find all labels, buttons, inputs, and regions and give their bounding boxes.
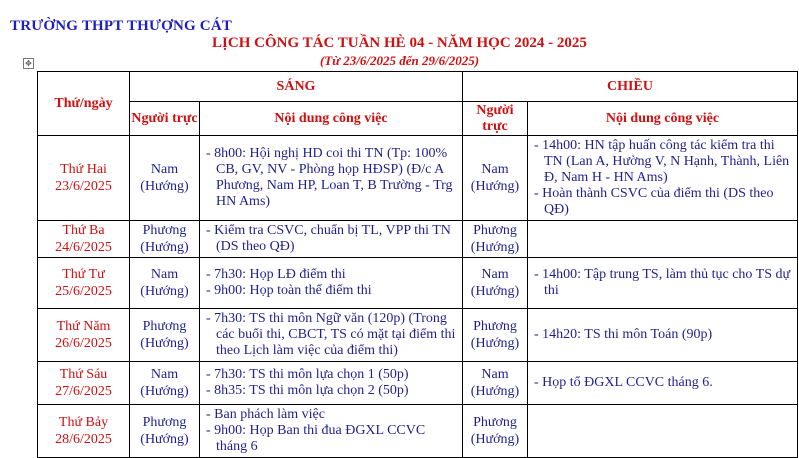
am-content-cell [200,258,463,309]
am-content-cell [200,136,463,221]
day-date: 27/6/2025 [55,384,112,399]
schedule-body [38,136,798,458]
table-row [38,221,798,258]
day-cell [38,136,130,221]
table-header-row-1 [38,72,798,102]
pm-content-cell [528,309,798,362]
task-item: - Ban phách làm việc [206,407,325,422]
task-item: - 9h00: Họp Ban thi đua ĐGXL CCVC tháng 6 [206,423,426,454]
am-content-cell [200,309,463,362]
day-cell [38,309,130,362]
day-name: Thứ Ba [62,223,105,238]
pm-duty-cell: Nam (Hướng) [463,136,528,221]
task-item: - Kiểm tra CSVC, chuẩn bị TL, VPP thi TN (DS theo QĐ) [206,223,451,254]
col-header-afternoon: CHIỀU [463,72,798,102]
am-content-cell [200,221,463,258]
day-cell [38,405,130,458]
day-cell [38,221,130,258]
task-item: - 7h30: TS thi môn lựa chọn 1 (50p) [206,367,409,382]
task-item: - 8h35: TS thi môn lựa chọn 2 (50p) [206,383,409,398]
am-content-cell [200,405,463,458]
schedule-table [37,71,798,458]
task-item: - 14h00: Tập trung TS, làm thủ tục cho TS dự thi [534,267,791,298]
day-date: 24/6/2025 [55,240,112,255]
table-row [38,309,798,362]
pm-content-cell [528,405,798,458]
am-duty-cell: Phương (Hướng) [130,221,200,258]
day-name: Thứ Hai [60,162,107,177]
pm-duty-cell: Nam (Hướng) [463,362,528,405]
task-item: - 14h00: HN tập huấn công tác kiểm tra thi TN (Lan A, Hường V, N Hạnh, Thành, Liên Đ, Nam H - HN Ams) [534,138,790,185]
pm-content-cell [528,221,798,258]
day-date: 26/6/2025 [55,336,112,351]
task-item: - 7h30: Họp LĐ điểm thi [206,267,346,282]
table-move-handle-icon[interactable]: ✥ [23,58,34,69]
schedule-title: LỊCH CÔNG TÁC TUẦN HÈ 04 - NĂM HỌC 2024 - 2025 [212,35,587,51]
pm-duty-cell: Nam (Hướng) [463,258,528,309]
table-row [38,362,798,405]
am-duty-cell: Nam (Hướng) [130,258,200,309]
day-date: 25/6/2025 [55,284,112,299]
day-date: 23/6/2025 [55,179,112,194]
table-row [38,258,798,309]
day-name: Thứ Sáu [59,367,108,382]
col-header-day: Thứ/ngày [38,72,130,136]
col-header-morning: SÁNG [130,72,463,102]
am-content-cell [200,362,463,405]
task-item: - Họp tổ ĐGXL CCVC tháng 6. [534,375,713,390]
task-item: - 9h00: Họp toàn thể điểm thi [206,283,372,298]
table-row [38,136,798,221]
task-item: - 14h20: TS thi môn Toán (90p) [534,327,713,342]
schedule-date-range: (Từ 23/6/2025 đến 29/6/2025) [319,53,480,68]
am-duty-cell: Nam (Hướng) [130,362,200,405]
table-row [38,405,798,458]
table-header-row-2 [38,102,798,136]
am-duty-cell: Phương (Hướng) [130,405,200,458]
school-name: TRƯỜNG THPT THƯỢNG CÁT [10,18,233,34]
pm-content-cell [528,258,798,309]
pm-duty-cell: Phương (Hướng) [463,309,528,362]
am-duty-cell: Nam (Hướng) [130,136,200,221]
col-header-pm-duty: Người trực [463,102,528,136]
am-duty-cell: Phương (Hướng) [130,309,200,362]
pm-duty-cell: Phương (Hướng) [463,405,528,458]
day-name: Thứ Năm [56,319,111,334]
task-item: - 7h30: TS thi môn Ngữ văn (120p) (Trong các buổi thi, CBCT, TS có mặt tại điểm thi theo Lịch làm việc của điểm thi) [206,311,456,358]
pm-content-cell [528,362,798,405]
pm-duty-cell: Phương (Hướng) [463,221,528,258]
task-item: - 8h00: Hội nghị HD coi thi TN (Tp: 100% CB, GV, NV - Phòng họp HĐSP) (Đ/c A Phương, Nam HP, Loan T, B Trường - Trg HN Ams) [206,146,453,209]
day-name: Thứ Bảy [58,415,109,430]
pm-content-cell [528,136,798,221]
col-header-am-content: Nội dung công việc [200,102,463,136]
day-date: 28/6/2025 [55,432,112,447]
day-cell [38,362,130,405]
task-item: - Hoàn thành CSVC của điểm thi (DS theo QĐ) [534,186,774,217]
col-header-am-duty: Người trực [130,102,200,136]
day-cell [38,258,130,309]
col-header-pm-content: Nội dung công việc [528,102,798,136]
day-name: Thứ Tư [62,267,105,282]
